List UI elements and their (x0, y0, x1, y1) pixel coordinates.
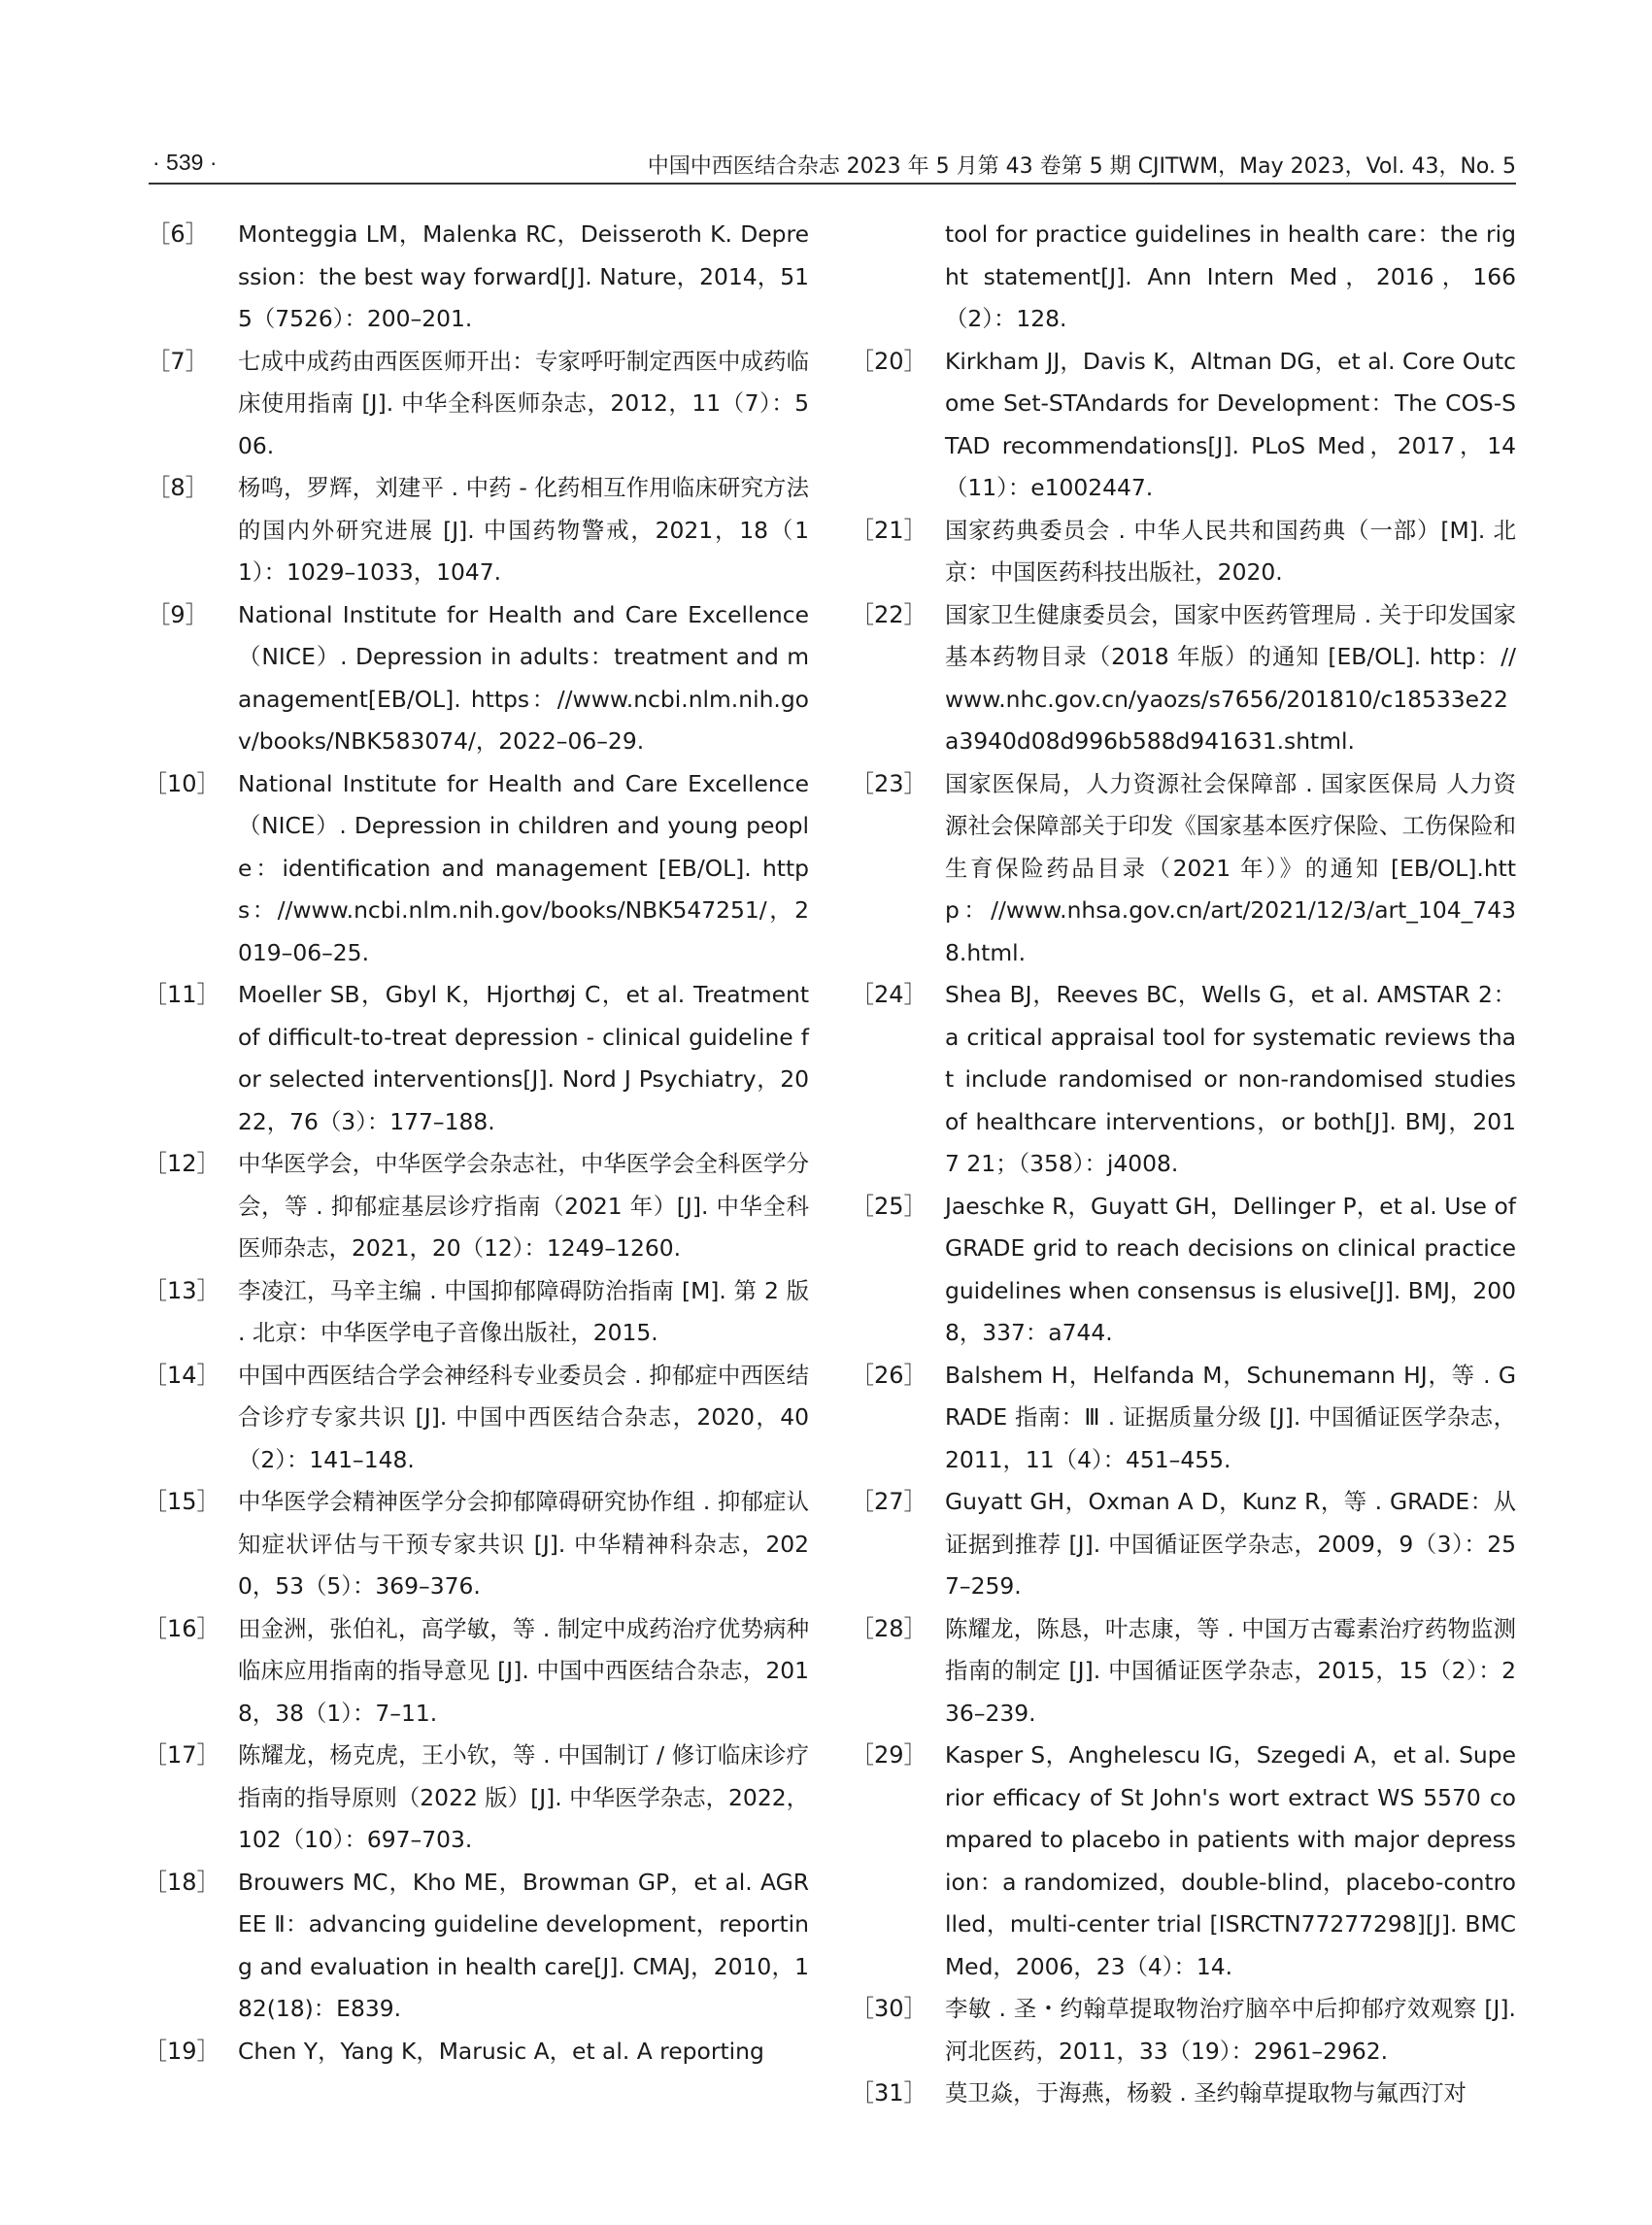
reference-text: 国家医保局，人力资源社会保障部 . 国家医保局 人力资源社会保障部关于印发《国家基本医疗保险、工伤保险和生育保险药品目录（2021 年）》的通知 [EB/OL].http：//www.nhsa.gov.cn/art/2021/12/3/art_104_7438.html. (945, 769, 1516, 966)
reference-text: 七成中成药由西医医师开出：专家呼吁制定西医中成药临床使用指南 [J]. 中华全科医师杂志，2012，11（7）：506. (238, 347, 809, 459)
reference-number: ［24］ (851, 981, 927, 1008)
reference-number: ［16］ (144, 1614, 220, 1642)
reference-text: National Institute for Health and Care Excellence（NICE）. Depression in children and young people：identification and management [EB/OL]. https：//www.ncbi.nlm.nih.gov/books/NBK547251/，2019–06–25. (238, 769, 809, 966)
reference-item (144, 1481, 809, 1608)
reference-number: ［26］ (851, 1361, 927, 1389)
reference-item (144, 1355, 809, 1482)
reference-text: Kirkham JJ，Davis K，Altman DG，et al. Core Outcome Set-STAndards for Development：The COS-STAD recommendations[J]. PLoS Med，2017，14（11）：e1002447. (945, 347, 1516, 501)
reference-number: ［27］ (851, 1488, 927, 1515)
reference-item (851, 214, 1516, 341)
reference-text: 中华医学会，中华医学会杂志社，中华医学会全科医学分会，等 . 抑郁症基层诊疗指南（2021 年）[J]. 中华全科医师杂志，2021，20（12）：1249–1260. (238, 1150, 809, 1262)
reference-text: 中华医学会精神医学分会抑郁障碍研究协作组 . 抑郁症认知症状评估与干预专家共识 [J]. 中华精神科杂志，2020，53（5）：369–376. (238, 1488, 809, 1600)
reference-text: Kasper S，Anghelescu IG，Szegedi A，et al. Superior efficacy of St John's wort extract WS 5570 compared to placebo in patients with major depression：a randomized，double-blind，placebo-controlled，multi-center trial [ISRCTN77277298][J]. BMC Med，2006，23（4）：14. (945, 1741, 1516, 1980)
reference-text: 国家药典委员会 . 中华人民共和国药典（一部）[M]. 北京：中国医药科技出版社，2020. (945, 516, 1516, 586)
reference-number: ［8］ (147, 474, 209, 501)
reference-number: ［15］ (144, 1488, 220, 1515)
reference-number: ［13］ (144, 1276, 220, 1304)
reference-item (144, 1735, 809, 1862)
reference-number: ［25］ (851, 1192, 927, 1220)
reference-item (851, 510, 1516, 594)
reference-item (851, 974, 1516, 1186)
reference-column-left (144, 214, 809, 2073)
reference-number: ［29］ (851, 1741, 927, 1769)
reference-item (144, 2031, 809, 2073)
reference-number: ［30］ (851, 1995, 927, 2022)
reference-number: ［9］ (147, 600, 209, 628)
reference-number: ［21］ (851, 516, 927, 544)
reference-text: 李敏 . 圣・约翰草提取物治疗脑卒中后抑郁疗效观察 [J]. 河北医药，2011，33（19）：2961–2962. (945, 1995, 1516, 2065)
reference-item (851, 2073, 1516, 2115)
reference-text: Monteggia LM，Malenka RC，Deisseroth K. Depression：the best way forward[J]. Nature，2014，515（7526）：200–201. (238, 220, 809, 332)
reference-number: ［23］ (851, 769, 927, 797)
page-header (149, 144, 1516, 185)
reference-number: ［7］ (147, 347, 209, 375)
reference-text: Brouwers MC，Kho ME，Browman GP，et al. AGREE Ⅱ：advancing guideline development，reporting and evaluation in health care[J]. CMAJ，2010，182(18)：E839. (238, 1868, 809, 2022)
reference-item (851, 1735, 1516, 1988)
reference-text: 杨鸣，罗辉，刘建平 . 中药 - 化药相互作用临床研究方法的国内外研究进展 [J]. 中国药物警戒，2021，18（11）：1029–1033，1047. (238, 474, 809, 586)
reference-number: ［31］ (851, 2079, 927, 2107)
reference-item (144, 594, 809, 763)
reference-item (144, 1608, 809, 1736)
reference-text: 国家卫生健康委员会，国家中医药管理局 . 关于印发国家基本药物目录（2018 年版）的通知 [EB/OL]. http：//www.nhc.gov.cn/yaozs/s7656/201810/c18533e22a3940d08d996b588d941631.shtml. (945, 600, 1516, 755)
reference-column-right (851, 214, 1516, 2115)
reference-item (851, 1355, 1516, 1482)
reference-text: Moeller SB，Gbyl K，Hjorthøj C，et al. Treatment of difficult-to-treat depression - clinical guideline for selected interventions[J]. Nord J Psychiatry，2022，76（3）：177–188. (238, 981, 809, 1135)
reference-item (144, 214, 809, 341)
reference-text: 中国中西医结合学会神经科专业委员会 . 抑郁症中西医结合诊疗专家共识 [J]. 中国中西医结合杂志，2020，40（2）：141–148. (238, 1361, 809, 1473)
reference-item (144, 341, 809, 468)
reference-text: 陈耀龙，陈恳，叶志康，等 . 中国万古霉素治疗药物监测指南的制定 [J]. 中国循证医学杂志，2015，15（2）：236–239. (945, 1614, 1516, 1727)
reference-text: 李凌江，马辛主编 . 中国抑郁障碍防治指南 [M]. 第 2 版 . 北京：中华医学电子音像出版社，2015. (238, 1276, 809, 1346)
reference-number: ［18］ (144, 1868, 220, 1896)
reference-number: ［28］ (851, 1614, 927, 1642)
reference-text: 田金洲，张伯礼，高学敏，等 . 制定中成药治疗优势病种临床应用指南的指导意见 [J]. 中国中西医结合杂志，2018，38（1）：7–11. (238, 1614, 809, 1727)
journal-citation-line: 中国中西医结合杂志 2023 年 5 月第 43 卷第 5 期 CJITWM，May 2023，Vol. 43，No. 5 (647, 154, 1516, 179)
reference-text: 莫卫焱，于海燕，杨毅 . 圣约翰草提取物与氟西汀对 (945, 2079, 1467, 2107)
reference-item (851, 341, 1516, 510)
reference-item (144, 1862, 809, 2031)
reference-text: Chen Y，Yang K，Marusic A，et al. A reporting (238, 2037, 764, 2065)
reference-number: ［12］ (144, 1150, 220, 1177)
reference-item (851, 594, 1516, 763)
reference-number: ［14］ (144, 1361, 220, 1389)
reference-text: Guyatt GH，Oxman A D，Kunz R，等 . GRADE：从证据到推荐 [J]. 中国循证医学杂志，2009，9（3）：257–259. (945, 1488, 1516, 1600)
reference-item (144, 467, 809, 594)
reference-number: ［11］ (144, 981, 220, 1008)
reference-text: Balshem H，Helfanda M，Schunemann HJ，等 . GRADE 指南：Ⅲ . 证据质量分级 [J]. 中国循证医学杂志，2011，11（4）：451–455. (945, 1361, 1516, 1473)
page-number: · 539 · (152, 150, 218, 175)
reference-text: tool for practice guidelines in health care：the right statement[J]. Ann Intern Med，2016，166（2）：128. (945, 220, 1516, 332)
reference-number: ［17］ (144, 1741, 220, 1769)
reference-text: National Institute for Health and Care Excellence（NICE）. Depression in adults：treatment and management[EB/OL]. https：//www.ncbi.nlm.nih.gov/books/NBK583074/，2022–06–29. (238, 600, 809, 755)
reference-text: Shea BJ，Reeves BC，Wells G，et al. AMSTAR 2：a critical appraisal tool for systematic reviews that include randomised or non-randomised studies of healthcare interventions，or both[J]. BMJ，2017 21；（358）：j4008. (945, 981, 1516, 1177)
reference-text: Jaeschke R，Guyatt GH，Dellinger P，et al. Use of GRADE grid to reach decisions on clinical practice guidelines when consensus is elusive[J]. BMJ，2008，337：a744. (945, 1192, 1516, 1346)
reference-number: ［20］ (851, 347, 927, 375)
reference-text: 陈耀龙，杨克虎，王小钦，等 . 中国制订 / 修订临床诊疗指南的指导原则（2022 版）[J]. 中华医学杂志，2022，102（10）：697–703. (238, 1741, 809, 1853)
reference-number: ［19］ (144, 2037, 220, 2065)
reference-item (144, 763, 809, 975)
reference-item (851, 763, 1516, 975)
reference-number: ［6］ (147, 220, 209, 248)
reference-item (144, 1270, 809, 1355)
reference-number: ［10］ (144, 769, 220, 797)
reference-item (851, 1608, 1516, 1736)
reference-item (144, 974, 809, 1143)
reference-item (851, 1186, 1516, 1355)
reference-item (144, 1143, 809, 1270)
reference-item (851, 1481, 1516, 1608)
reference-item (851, 1988, 1516, 2073)
reference-number: ［22］ (851, 600, 927, 628)
